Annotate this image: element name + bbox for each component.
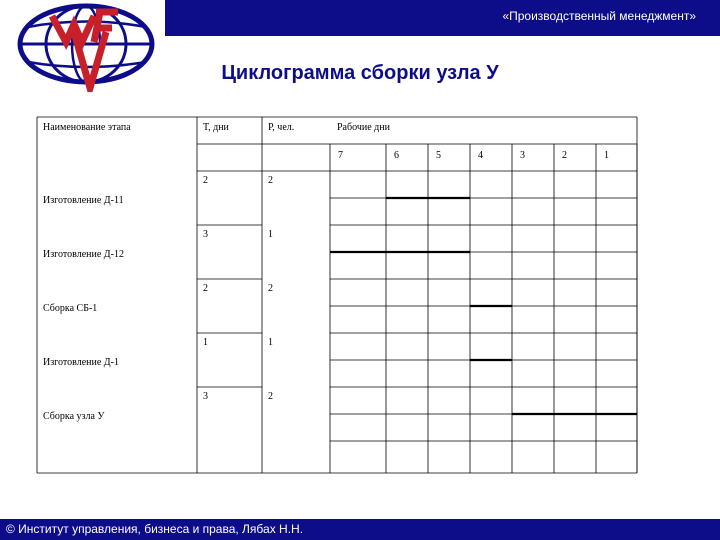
- row-stage-name: Изготовление Д-12: [43, 249, 124, 260]
- row-p-value: 2: [268, 283, 273, 294]
- header-stage: Наименование этапа: [43, 122, 131, 133]
- row-p-value: 1: [268, 229, 273, 240]
- day-number: 6: [394, 150, 399, 161]
- day-number: 4: [478, 150, 483, 161]
- day-number: 3: [520, 150, 525, 161]
- row-stage-name: Сборка узла У: [43, 411, 105, 422]
- day-number: 1: [604, 150, 609, 161]
- row-t-value: 3: [203, 391, 208, 402]
- row-stage-name: Изготовление Д-11: [43, 195, 124, 206]
- footer-bar: [0, 519, 720, 540]
- row-t-value: 3: [203, 229, 208, 240]
- header-t: Т, дни: [203, 122, 229, 133]
- row-p-value: 1: [268, 337, 273, 348]
- footer-text: © Институт управления, бизнеса и права, Лябах Н.Н.: [6, 522, 304, 536]
- day-number: 5: [436, 150, 441, 161]
- row-p-value: 2: [268, 391, 273, 402]
- row-p-value: 2: [268, 175, 273, 186]
- row-t-value: 2: [203, 283, 208, 294]
- header-p: Р, чел.: [268, 122, 295, 133]
- header-subtitle: «Производственный менеджмент»: [502, 9, 696, 23]
- row-t-value: 2: [203, 175, 208, 186]
- page-title: Циклограмма сборки узла У: [221, 62, 499, 84]
- row-stage-name: Изготовление Д-1: [43, 357, 119, 368]
- header-work-days: Рабочие дни: [337, 122, 390, 133]
- row-t-value: 1: [203, 337, 208, 348]
- day-number: 2: [562, 150, 567, 161]
- day-number: 7: [338, 150, 343, 161]
- row-stage-name: Сборка СБ-1: [43, 303, 98, 314]
